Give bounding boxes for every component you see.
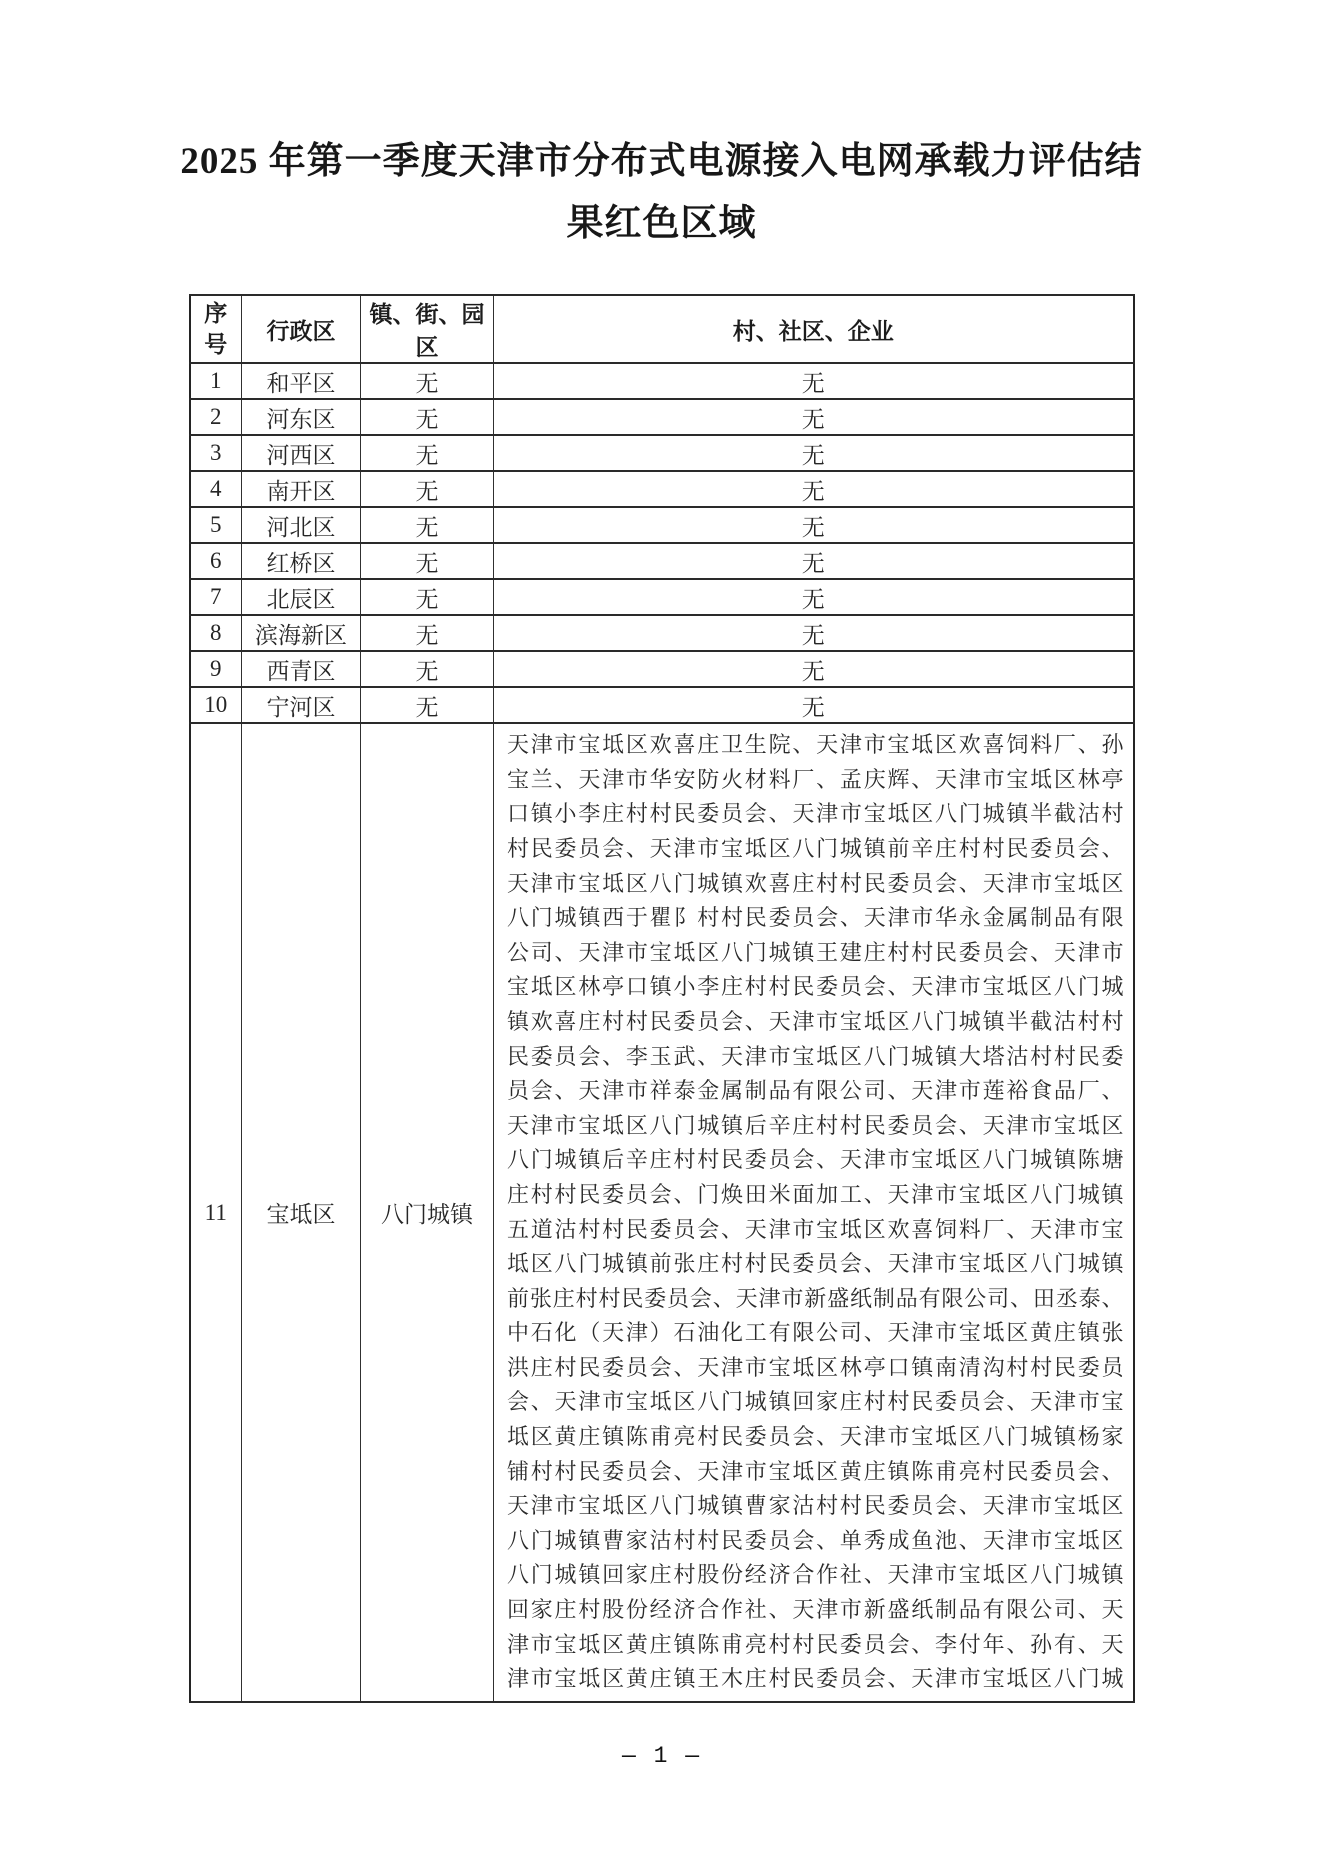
- village-list-line: 回家庄村股份经济合作社、天津市新盛纸制品有限公司、天: [507, 1597, 1124, 1623]
- village-list-line: 八门城镇回家庄村股份经济合作社、天津市宝坻区八门城镇: [507, 1562, 1124, 1588]
- cell-town: 无: [361, 687, 494, 723]
- table-row: [190, 471, 1134, 507]
- village-list-line: 会、天津市宝坻区八门城镇回家庄村村民委员会、天津市宝: [507, 1389, 1124, 1415]
- cell-town: 无: [361, 615, 494, 651]
- table-row: [190, 507, 1134, 543]
- table-body: [190, 363, 1134, 1702]
- cell-town: 无: [361, 651, 494, 687]
- village-list-line: 镇欢喜庄村村民委员会、天津市宝坻区八门城镇半截沽村村: [507, 1008, 1124, 1034]
- cell-district: 北辰区: [242, 579, 361, 615]
- cell-district: 河西区: [242, 435, 361, 471]
- assessment-table: [189, 294, 1135, 1703]
- cell-district: 南开区: [242, 471, 361, 507]
- village-list-line: 宝坻区林亭口镇小李庄村村民委员会、天津市宝坻区八门城: [507, 974, 1124, 1000]
- village-list-line: 铺村村民委员会、天津市宝坻区黄庄镇陈甫亮村民委员会、: [507, 1458, 1124, 1484]
- table-row: [190, 363, 1134, 399]
- table-header-row: [190, 295, 1134, 363]
- cell-town: 无: [361, 399, 494, 435]
- cell-village: 无: [494, 471, 1134, 507]
- cell-district: 红桥区: [242, 543, 361, 579]
- page-number: — 1 —: [621, 1742, 701, 1769]
- cell-district: 宝坻区: [242, 723, 361, 1702]
- table-row: [190, 651, 1134, 687]
- cell-town: 八门城镇: [361, 723, 494, 1702]
- cell-index: 3: [190, 435, 242, 471]
- village-list-line: 洪庄村民委员会、天津市宝坻区林亭口镇南清沟村村民委员: [507, 1354, 1124, 1380]
- village-list-line: 坻区黄庄镇陈甫亮村民委员会、天津市宝坻区八门城镇杨家: [507, 1424, 1124, 1450]
- table-row: [190, 399, 1134, 435]
- village-list-line: 坻区八门城镇前张庄村村民委员会、天津市宝坻区八门城镇: [507, 1251, 1124, 1277]
- cell-district: 西青区: [242, 651, 361, 687]
- cell-district: 河北区: [242, 507, 361, 543]
- cell-index: 6: [190, 543, 242, 579]
- village-list-line: 天津市宝坻区欢喜庄卫生院、天津市宝坻区欢喜饲料厂、孙: [507, 732, 1124, 758]
- cell-district: 滨海新区: [242, 615, 361, 651]
- village-list-line: 八门城镇西于瞿阝村村民委员会、天津市华永金属制品有限: [507, 905, 1124, 931]
- cell-town: 无: [361, 363, 494, 399]
- cell-village: 无: [494, 651, 1134, 687]
- cell-index: 5: [190, 507, 242, 543]
- document-title-line1: 2025 年第一季度天津市分布式电源接入电网承载力评估结: [180, 141, 1143, 182]
- cell-index: 1: [190, 363, 242, 399]
- cell-index: 4: [190, 471, 242, 507]
- cell-town: 无: [361, 471, 494, 507]
- cell-index: 8: [190, 615, 242, 651]
- header-district: 行政区: [242, 295, 361, 363]
- cell-index: 10: [190, 687, 242, 723]
- village-list-line: 津市宝坻区黄庄镇王木庄村民委员会、天津市宝坻区八门城: [507, 1666, 1124, 1692]
- table-row: [190, 687, 1134, 723]
- header-index: [190, 295, 242, 363]
- village-list-line: 八门城镇曹家沽村村民委员会、单秀成鱼池、天津市宝坻区: [507, 1527, 1124, 1553]
- village-list-line: 村民委员会、天津市宝坻区八门城镇前辛庄村村民委员会、: [507, 835, 1124, 861]
- cell-town: 无: [361, 507, 494, 543]
- cell-village-list: [494, 723, 1134, 1702]
- table-row: [190, 579, 1134, 615]
- cell-village: 无: [494, 363, 1134, 399]
- cell-town: 无: [361, 435, 494, 471]
- village-list-line: 中石化（天津）石油化工有限公司、天津市宝坻区黄庄镇张: [507, 1320, 1124, 1346]
- village-list-line: 庄村村民委员会、门焕田米面加工、天津市宝坻区八门城镇: [507, 1181, 1124, 1207]
- village-list-line: 八门城镇后辛庄村村民委员会、天津市宝坻区八门城镇陈塘: [507, 1147, 1124, 1173]
- cell-village: 无: [494, 399, 1134, 435]
- header-town: 镇、街、园区: [361, 295, 494, 363]
- village-list-line: 员会、天津市祥泰金属制品有限公司、天津市莲裕食品厂、: [507, 1078, 1124, 1104]
- table-row: [190, 435, 1134, 471]
- cell-district: 宁河区: [242, 687, 361, 723]
- cell-village: 无: [494, 687, 1134, 723]
- village-list-line: 天津市宝坻区八门城镇后辛庄村村民委员会、天津市宝坻区: [507, 1112, 1124, 1138]
- header-index-label: 序号: [204, 301, 228, 358]
- village-list-line: 天津市宝坻区八门城镇欢喜庄村村民委员会、天津市宝坻区: [507, 870, 1124, 896]
- village-list-line: 公司、天津市宝坻区八门城镇王建庄村村民委员会、天津市: [507, 939, 1124, 965]
- cell-index: 7: [190, 579, 242, 615]
- cell-town: 无: [361, 543, 494, 579]
- village-list-line: 民委员会、李玉武、天津市宝坻区八门城镇大塔沽村村民委: [507, 1043, 1124, 1069]
- cell-village: 无: [494, 579, 1134, 615]
- cell-town: 无: [361, 579, 494, 615]
- cell-index: 2: [190, 399, 242, 435]
- cell-village: 无: [494, 615, 1134, 651]
- village-list-line: 天津市宝坻区八门城镇曹家沽村村民委员会、天津市宝坻区: [507, 1493, 1124, 1519]
- cell-district: 和平区: [242, 363, 361, 399]
- cell-village: 无: [494, 543, 1134, 579]
- header-village: 村、社区、企业: [494, 295, 1134, 363]
- cell-index: 11: [190, 723, 242, 1702]
- village-list-line: 口镇小李庄村村民委员会、天津市宝坻区八门城镇半截沽村: [507, 801, 1124, 827]
- cell-district: 河东区: [242, 399, 361, 435]
- cell-village: 无: [494, 435, 1134, 471]
- village-list-line: 五道沽村村民委员会、天津市宝坻区欢喜饲料厂、天津市宝: [507, 1216, 1124, 1242]
- table-row-baodi: [190, 723, 1134, 1702]
- document-title-line2: 果红色区域: [566, 203, 757, 245]
- village-list-line: 宝兰、天津市华安防火材料厂、孟庆辉、天津市宝坻区林亭: [507, 766, 1124, 792]
- village-list-line: 前张庄村村民委员会、天津市新盛纸制品有限公司、田丞泰、: [507, 1285, 1124, 1311]
- table-row: [190, 615, 1134, 651]
- cell-index: 9: [190, 651, 242, 687]
- table-row: [190, 543, 1134, 579]
- cell-village: 无: [494, 507, 1134, 543]
- village-list-line: 津市宝坻区黄庄镇陈甫亮村村民委员会、李付年、孙有、天: [507, 1631, 1124, 1657]
